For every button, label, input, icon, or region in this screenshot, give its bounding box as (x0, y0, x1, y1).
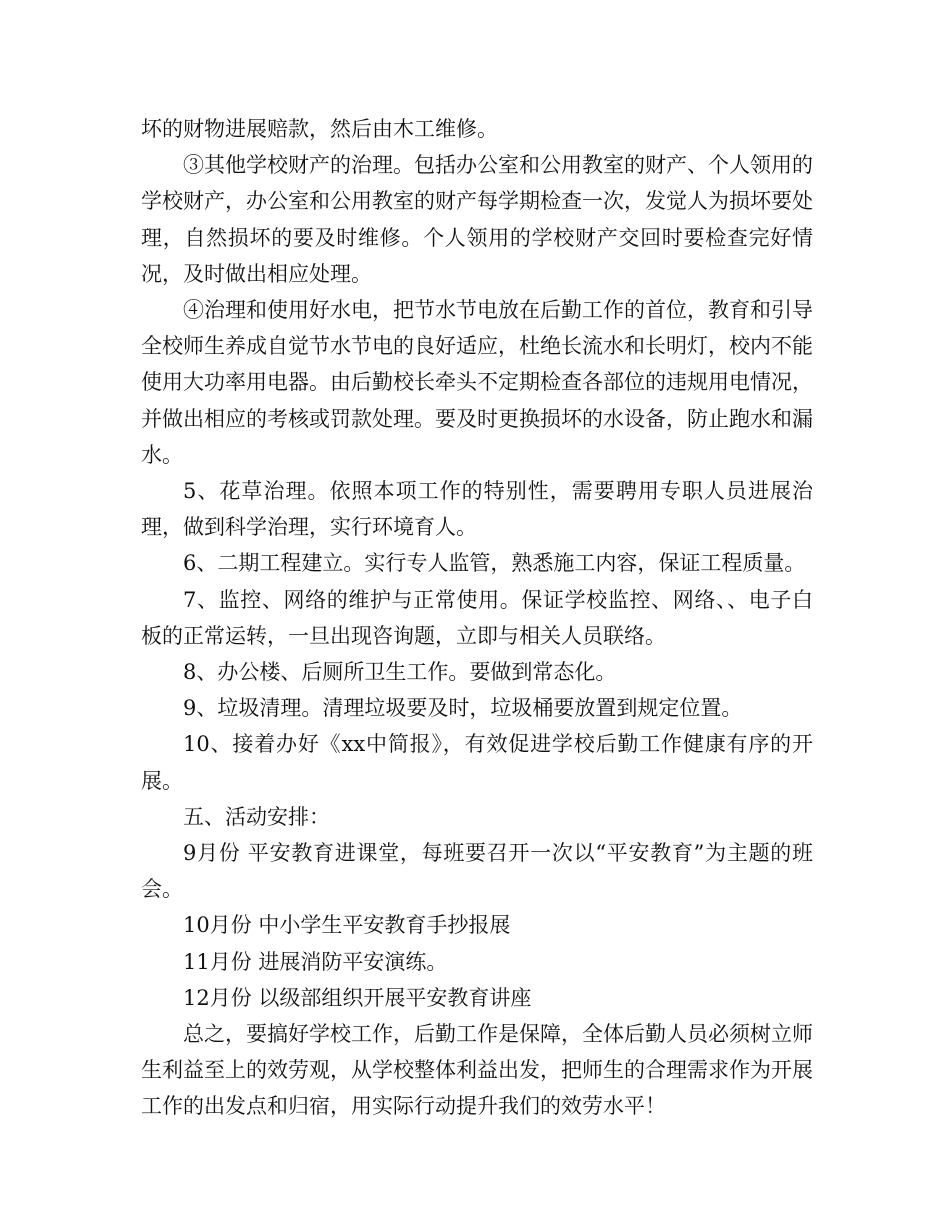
activity-october: 10月份 中小学生平安教育手抄报展 (183, 913, 511, 938)
activity-september: 9月份 平安教育进课堂，每班要召开一次以“平安教育”为主题的班会。 (141, 841, 813, 902)
paragraph-conclusion: 总之，要搞好学校工作，后勤工作是保障，全体后勤人员必须树立师生利益至上的效劳观，从学校整体利益出发，把师生的合理需求作为开展工作的出发点和归宿，用实际行动提升我们的效劳水平！ (141, 1022, 813, 1119)
paragraph-flowers: 5、花草治理。依照本项工作的特别性，需要聘用专职人员进展治理，做到科学治理，实行环境育人。 (141, 479, 813, 540)
paragraph-other-property: ③其他学校财产的治理。包括办公室和公用教室的财产、个人领用的学校财产，办公室和公用教室的财产每学期检查一次，发觉人为损坏要处理，自然损坏的要及时维修。个人领用的学校财产交回时要检查完好情况，及时做出相应处理。 (141, 153, 813, 286)
activity-november: 11月份 进展消防平安演练。 (183, 949, 448, 974)
activity-december: 12月份 以级部组织开展平安教育讲座 (183, 985, 532, 1010)
paragraph-water-electricity: ④治理和使用好水电，把节水节电放在后勤工作的首位，教育和引导全校师生养成自觉节水节电的良好适应，杜绝长流水和长明灯，校内不能使用大功率用电器。由后勤校长牵头不定期检查各部位的违规用电情况，并做出相应的考核或罚款处理。要及时更换损坏的水设备，防止跑水和漏水。 (141, 298, 813, 467)
paragraph-monitoring: 7、监控、网络的维护与正常使用。保证学校监控、网络、、电子白板的正常运转，一旦出现咨询题，立即与相关人员联络。 (141, 587, 813, 648)
paragraph-phase-two: 6、二期工程建立。实行专人监管，熟悉施工内容，保证工程质量。 (183, 551, 806, 576)
document-body (141, 111, 813, 1125)
section-heading-activities: 五、活动安排： (183, 804, 330, 829)
paragraph-continuation: 坏的财物进展赔款，然后由木工维修。 (141, 117, 498, 141)
paragraph-hygiene: 8、办公楼、后厕所卫生工作。要做到常态化。 (183, 660, 617, 685)
paragraph-bulletin: 10、接着办好《xx中简报》，有效促进学校后勤工作健康有序的开展。 (141, 732, 813, 793)
paragraph-garbage: 9、垃圾清理。清理垃圾要及时，垃圾桶要放置到规定位置。 (183, 696, 743, 721)
